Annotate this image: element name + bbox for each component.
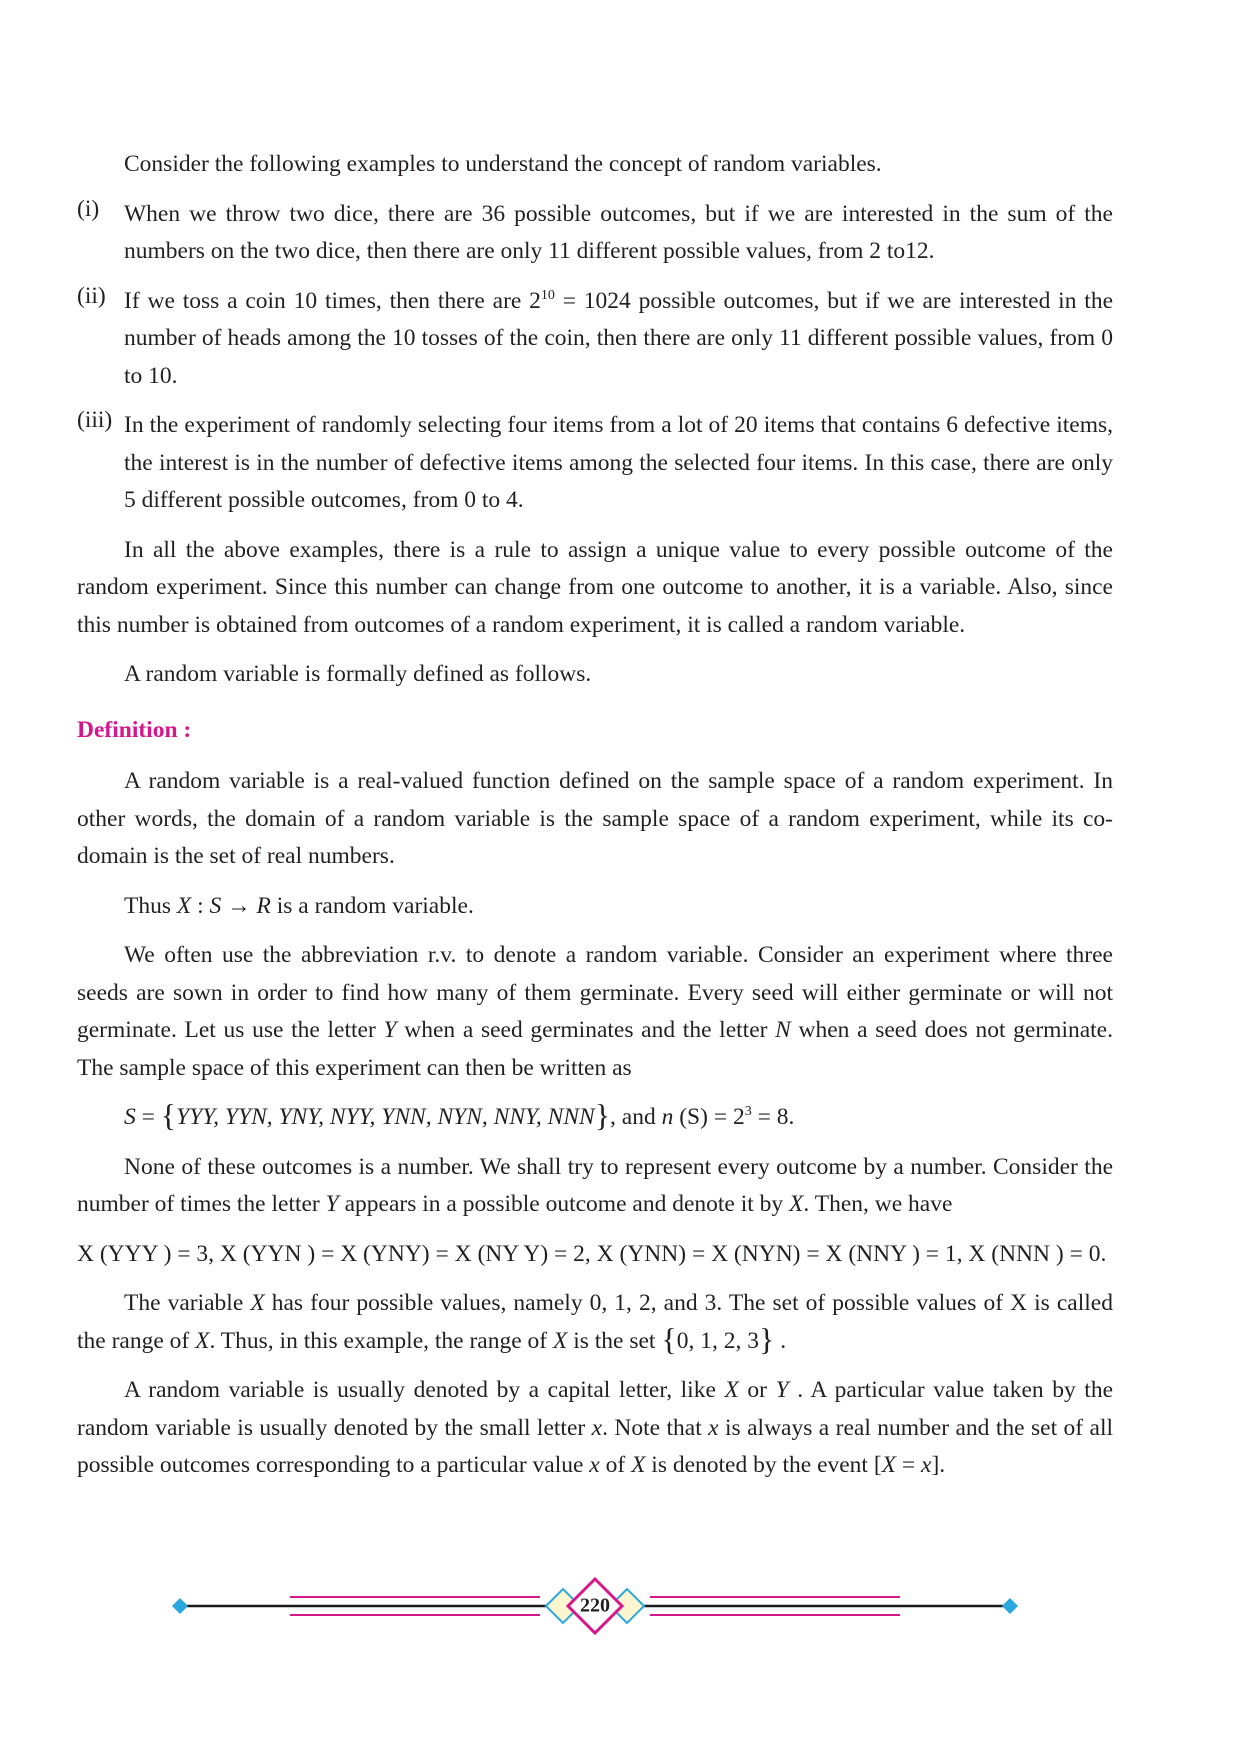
formal-paragraph: A random variable is formally defined as follows. [124, 661, 592, 687]
page-number: 220 [580, 1594, 610, 1617]
thus-line: Thus X : S → R is a random variable. [124, 892, 474, 919]
example-item [77, 196, 1113, 271]
left-diamond-icon [172, 1598, 188, 1614]
notation-paragraph: A random variable is usually denoted by a capital letter, like X or Y . A particular value taken by the random variable is usually denoted by the small letter x. Note that x is always a real number and the set of all possible outcomes corresponding to a particular value x of X is denoted by the event [X = x]. [77, 1377, 1114, 1478]
definition-heading: Definition : [77, 716, 192, 743]
intro-paragraph: Consider the following examples to understand the concept of random variables. [124, 151, 882, 177]
none-paragraph: None of these outcomes is a number. We shall try to represent every outcome by a number. Consider the number of times the letter Y appears in a possible outcome and denote it by X. Then, we have [77, 1153, 1113, 1217]
example-number: (ii) [77, 282, 106, 309]
page-content [77, 146, 1113, 1485]
seeds-paragraph: We often use the abbreviation r.v. to denote a random variable. Consider an experiment where three seeds are sown in order to find how many of them germinate. Every seed will either germinate or will not germinate. Let us use the letter Y when a seed germinates and the letter N when a seed does not germinate. The sample space of this experiment can then be written as [77, 942, 1113, 1081]
rule-paragraph: In all the above examples, there is a rule to assign a unique value to every possible outcome of the random experiment. Since this number can change from one outcome to another, it is a variable. Also, since this number is obtained from outcomes of a random experiment, it is called a random variable. [77, 536, 1113, 638]
example-number: (i) [77, 195, 100, 222]
example-item [77, 407, 1113, 520]
page-footer-ornament [170, 1576, 1020, 1636]
sample-space-equation: S = {YYY, YYN, YNY, NYY, YNN, NYN, NNY, NNN}, and n $(S) = 2^3 = 8$. [124, 1097, 795, 1133]
mapping-equation: X (YYY ) = 3, X (YYN ) = X (YNY) = X (NY Y) = 2, X (YNN) = X (NYN) = X (NNY ) = 1, X (NNN ) = 0. [77, 1240, 1107, 1267]
example-text: When we throw two dice, there are 36 possible outcomes, but if we are interested in the sum of the numbers on the two dice, then there are only 11 different possible values, from 2 to12. [124, 200, 1113, 264]
example-text: If we toss a coin 10 times, then there are $2^{10} = 1024$ possible outcomes, but if we are interested in the number of heads among the 10 tosses of the coin, then there are only 11 different possible values, from 0 to 10. [124, 287, 1113, 389]
range-paragraph: The variable X has four possible values, namely 0, 1, 2, and 3. The set of possible values of X is called the range of X. Thus, in this example, the range of X is the set {0, 1, 2, 3} . [77, 1290, 1113, 1357]
definition-text: A random variable is a real-valued function defined on the sample space of a random experiment. In other words, the domain of a random variable is the sample space of a random experiment, while its co-domain is the set of real numbers. [77, 768, 1113, 869]
right-diamond-icon [1002, 1598, 1018, 1614]
example-number: (iii) [77, 407, 113, 433]
example-item [77, 283, 1113, 396]
example-text: In the experiment of randomly selecting four items from a lot of 20 items that contains 6 defective items, the interest is in the number of defective items among the selected four items. In this case, there are only 5 different possible outcomes, from 0 to 4. [124, 412, 1113, 513]
